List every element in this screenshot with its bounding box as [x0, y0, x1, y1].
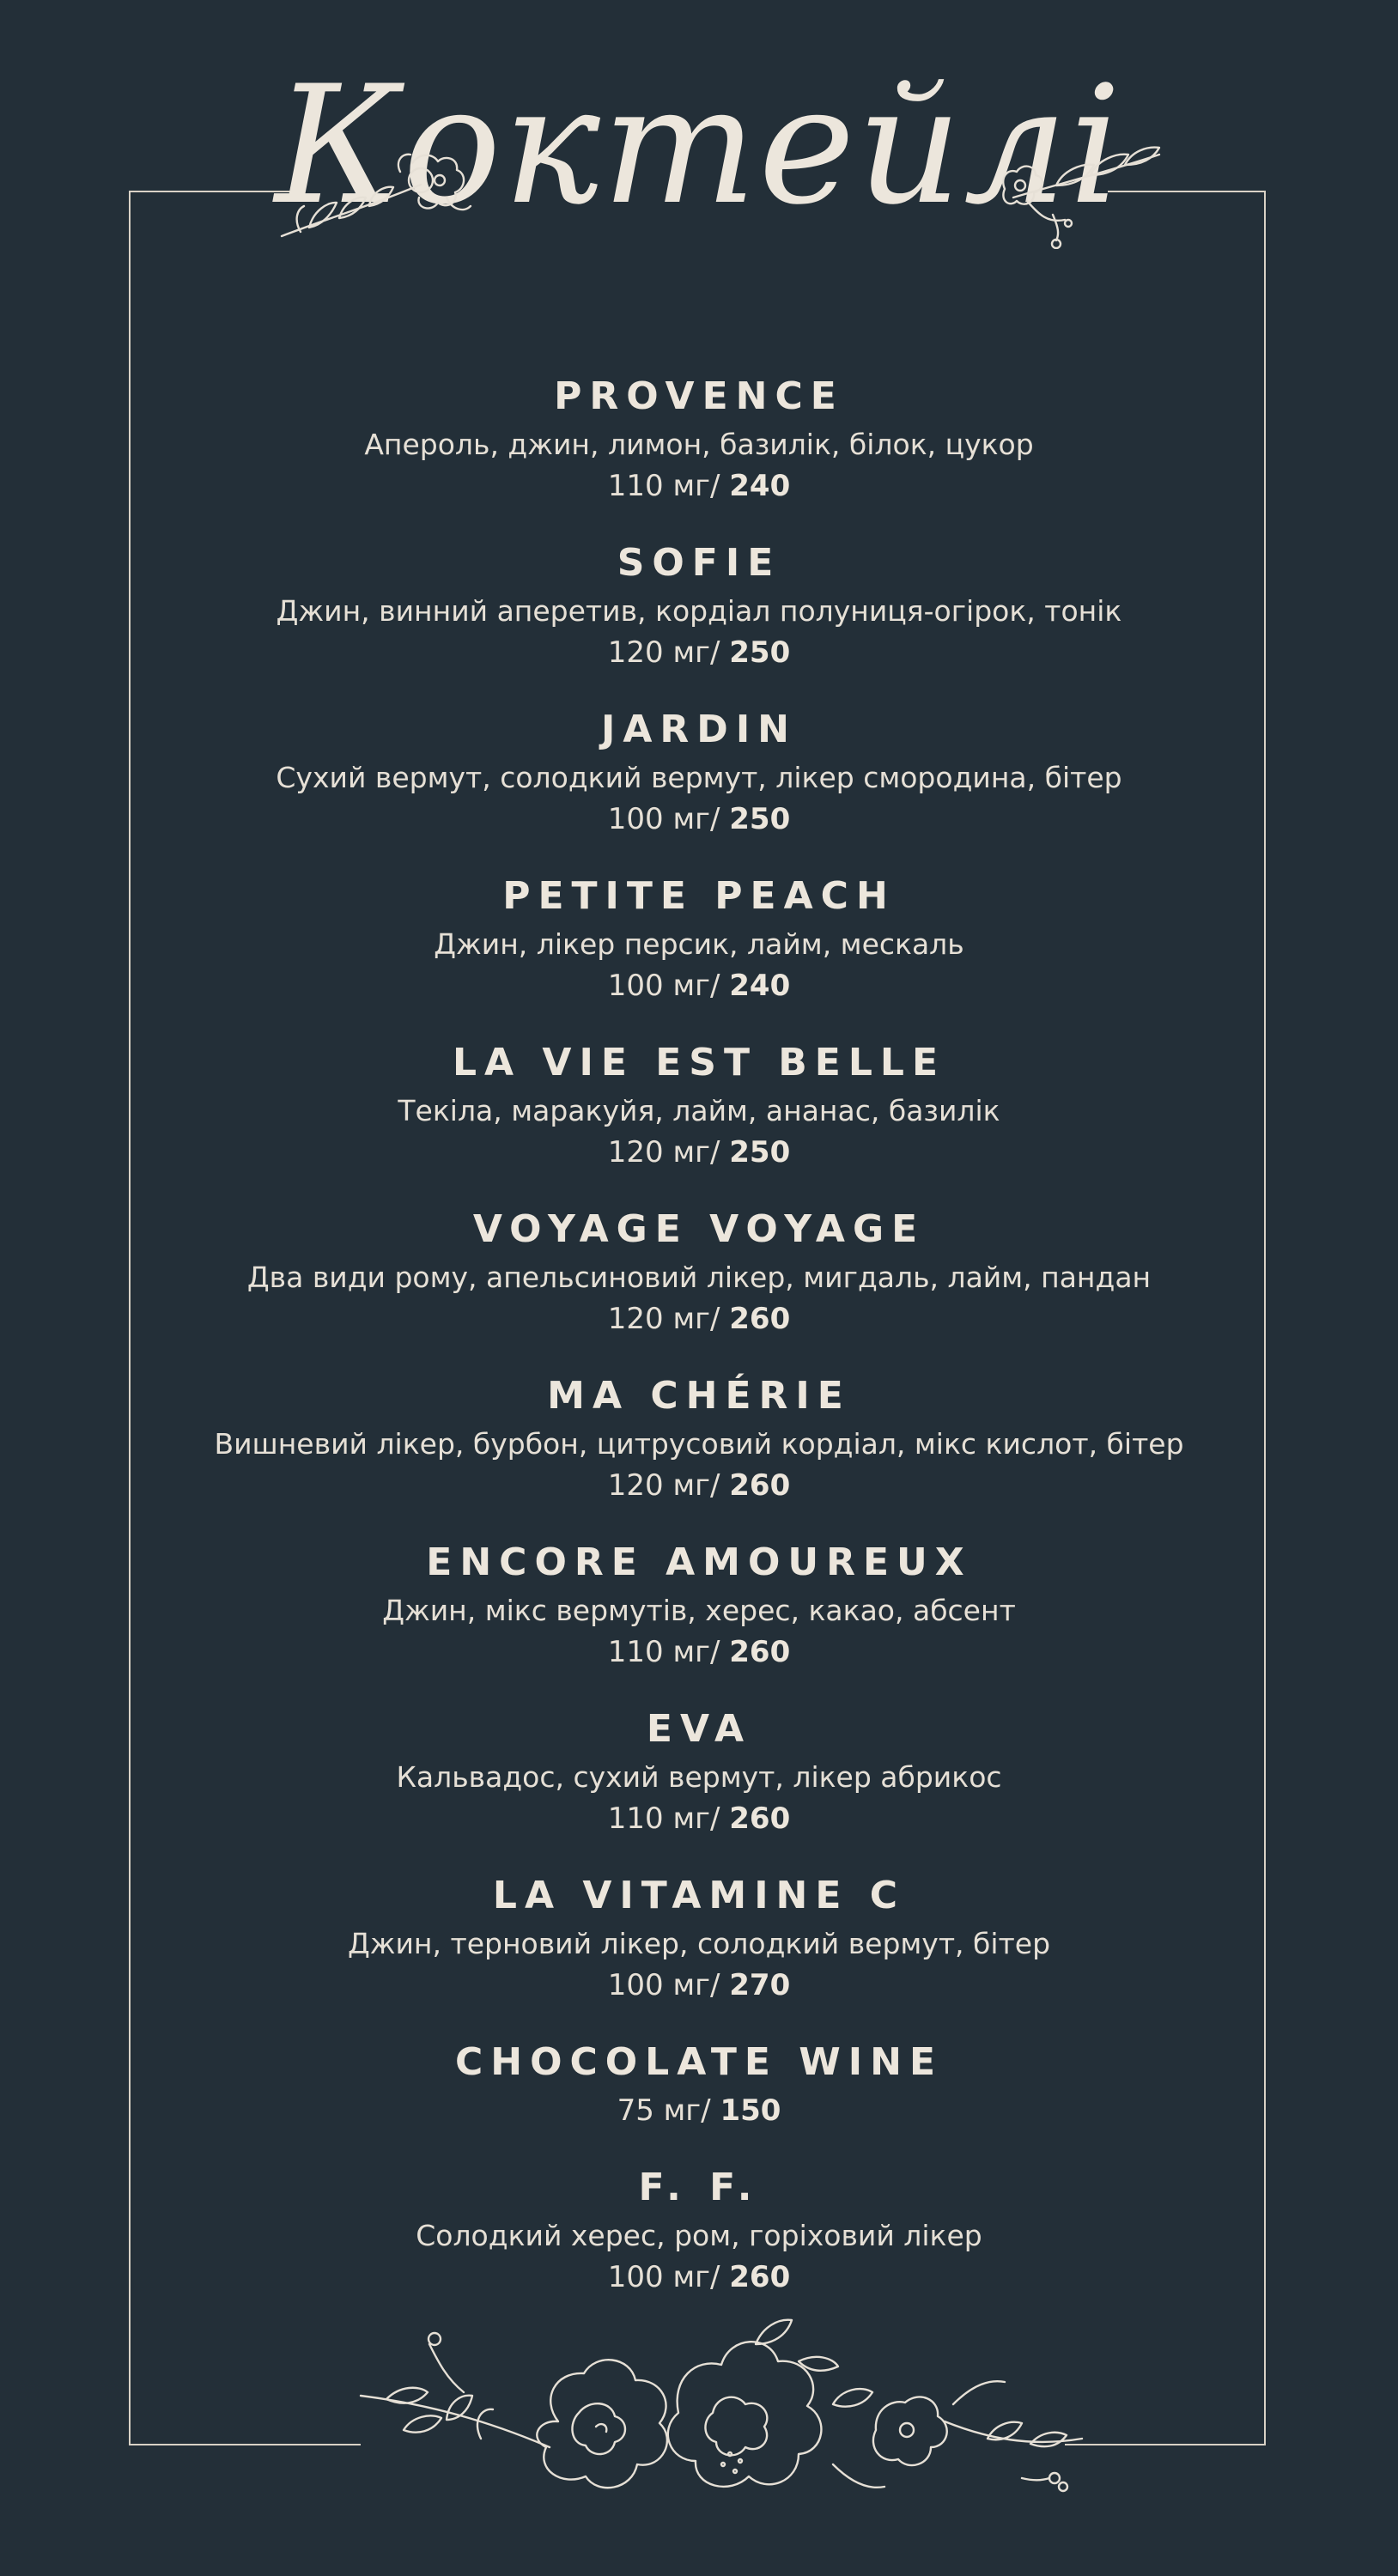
item-volume: 110 мг/ — [607, 1801, 720, 1836]
item-price-line — [129, 1631, 1269, 1673]
item-price: 260 — [729, 1302, 791, 1336]
item-name: PROVENCE — [554, 374, 844, 418]
item-name: F. F. — [638, 2166, 760, 2209]
item-price-line — [129, 1798, 1269, 1839]
item-price-line — [129, 965, 1269, 1006]
item-price-line — [129, 2090, 1269, 2131]
menu-item-la-vitamine-c — [129, 1868, 1269, 2006]
floral-bottom-icon — [352, 2310, 1091, 2524]
item-price-line — [129, 799, 1269, 840]
item-price: 260 — [729, 1468, 791, 1503]
item-price: 260 — [729, 1635, 791, 1669]
item-description: Текіла, маракуйя, лайм, ананас, базилік — [398, 1094, 1000, 1127]
item-volume: 100 мг/ — [607, 802, 720, 836]
item-volume: 110 мг/ — [607, 469, 720, 503]
item-name: PETITE PEACH — [502, 874, 896, 918]
menu-item-eva — [129, 1702, 1269, 1839]
item-price-line — [129, 465, 1269, 507]
menu-item-encore-amoureux — [129, 1535, 1269, 1673]
item-volume: 120 мг/ — [607, 1135, 720, 1170]
item-price: 150 — [720, 2093, 781, 2128]
menu-item-provence — [129, 369, 1269, 507]
item-volume: 120 мг/ — [607, 1468, 720, 1503]
floral-left-icon — [275, 146, 481, 249]
item-description: Джин, винний аперетив, кордіал полуниця-огірок, тонік — [276, 594, 1122, 628]
item-price: 250 — [729, 1135, 791, 1170]
menu-item-f-f — [129, 2160, 1269, 2298]
item-description: Два види рому, апельсиновий лікер, мигдаль, лайм, пандан — [246, 1261, 1152, 1294]
item-volume: 100 мг/ — [607, 1968, 720, 2002]
item-name: LA VITAMINE C — [492, 1874, 906, 1917]
item-price-line — [129, 2257, 1269, 2298]
menu-item-la-vie-est-belle — [129, 1036, 1269, 1173]
item-name: VOYAGE VOYAGE — [472, 1207, 926, 1251]
menu-item-petite-peach — [129, 869, 1269, 1006]
menu-item-voyage-voyage — [129, 1202, 1269, 1340]
item-description: Сухий вермут, солодкий вермут, лікер смородина, бітер — [276, 761, 1122, 794]
item-price: 250 — [729, 635, 791, 670]
item-name: ENCORE AMOUREUX — [426, 1540, 972, 1584]
item-name: SOFIE — [617, 541, 781, 585]
menu-item-chocolate-wine — [129, 2035, 1269, 2131]
item-description: Вишневий лікер, бурбон, цитрусовий кордіал, мікс кислот, бітер — [214, 1427, 1184, 1461]
item-price: 260 — [729, 2260, 791, 2294]
menu-list — [129, 369, 1269, 2298]
item-price-line — [129, 632, 1269, 673]
item-name: CHOCOLATE WINE — [454, 2040, 944, 2084]
item-description: Апероль, джин, лимон, базилік, білок, цукор — [364, 428, 1034, 461]
item-price: 270 — [729, 1968, 791, 2002]
floral-right-icon — [996, 137, 1168, 249]
item-volume: 120 мг/ — [607, 635, 720, 670]
item-description: Джин, лікер персик, лайм, мескаль — [434, 927, 964, 961]
menu-title: Коктейлі — [275, 51, 1123, 240]
menu-item-ma-cherie — [129, 1369, 1269, 1506]
item-name: EVA — [646, 1707, 752, 1751]
item-volume: 75 мг/ — [617, 2093, 711, 2128]
menu-item-jardin — [129, 702, 1269, 840]
item-price-line — [129, 1965, 1269, 2006]
item-price-line — [129, 1132, 1269, 1173]
item-price: 240 — [729, 969, 791, 1003]
item-volume: 120 мг/ — [607, 1302, 720, 1336]
item-price-line — [129, 1465, 1269, 1506]
item-description: Джин, терновий лікер, солодкий вермут, бітер — [347, 1927, 1051, 1960]
item-description: Кальвадос, сухий вермут, лікер абрикос — [396, 1760, 1002, 1794]
item-price: 240 — [729, 469, 791, 503]
item-description: Солодкий херес, ром, горіховий лікер — [416, 2219, 982, 2252]
menu-item-sofie — [129, 536, 1269, 673]
item-price: 250 — [729, 802, 791, 836]
item-price-line — [129, 1298, 1269, 1340]
item-name: MA CHÉRIE — [547, 1374, 851, 1418]
item-price: 260 — [729, 1801, 791, 1836]
item-volume: 110 мг/ — [607, 1635, 720, 1669]
item-volume: 100 мг/ — [607, 969, 720, 1003]
item-name: JARDIN — [600, 708, 798, 751]
item-description: Джин, мікс вермутів, херес, какао, абсент — [382, 1594, 1016, 1627]
item-volume: 100 мг/ — [607, 2260, 720, 2294]
item-name: LA VIE EST BELLE — [452, 1041, 945, 1084]
